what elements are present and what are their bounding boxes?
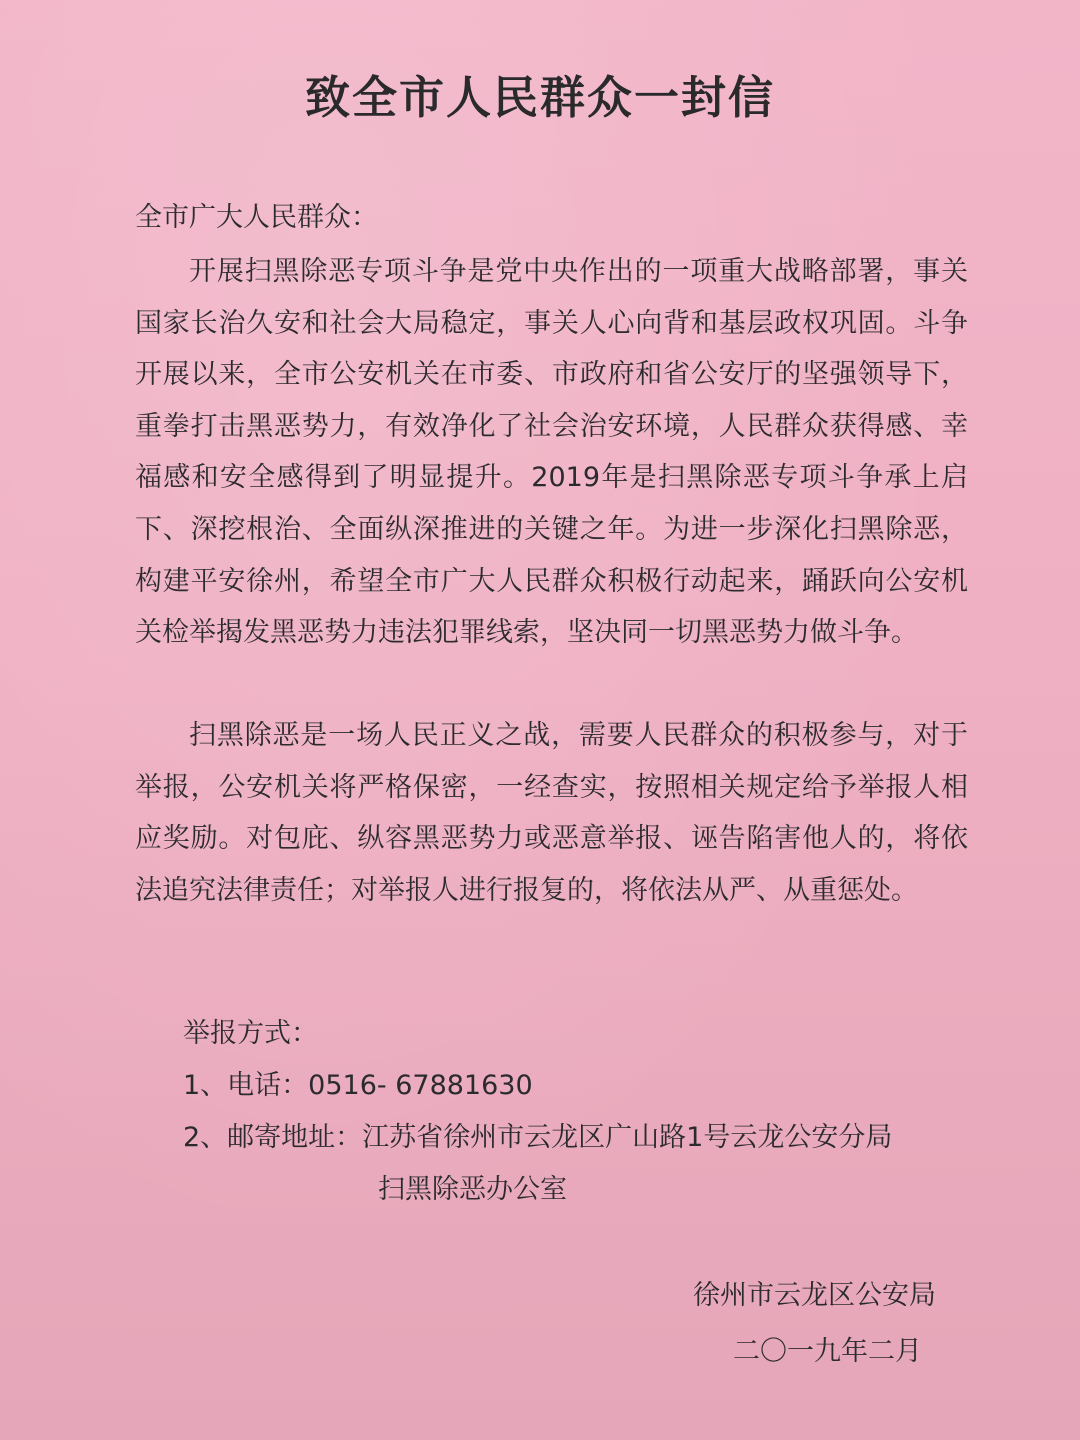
contact-section [183,1008,892,1216]
signature-org: 徐州市云龙区公安局 [693,1280,936,1311]
letter-title: 致全市人民群众一封信 [304,71,775,124]
contact-phone: 1、电话：0516- 67881630 [183,1070,533,1101]
contact-address: 2、邮寄地址：江苏省徐州市云龙区广山路1号云龙公安分局 [183,1122,893,1153]
salutation: 全市广大人民群众： [135,202,378,233]
body-paragraph-1: 开展扫黑除恶专项斗争是党中央作出的一项重大战略部署，事关国家长治久安和社会大局稳定，事关人心向背和基层政权巩固。斗争开展以来，全市公安机关在市委、市政府和省公安厅的坚强领导下，重拳打击黑恶势力，有效净化了社会治安环境，人民群众获得感、幸福感和安全感得到了明显提升。2019年是扫黑除恶专项斗争承上启下、深挖根治、全面纵深推进的关键之年。为进一步深化扫黑除恶，构建平安徐州，希望全市广大人民群众积极行动起来，踊跃向公安机关检举揭发黑恶势力违法犯罪线索，坚决同一切黑恶势力做斗争。 [135,256,968,649]
signature-date: 二〇一九年二月 [733,1336,922,1367]
contact-heading: 举报方式： [183,1018,318,1049]
signature-block [693,1268,936,1380]
contact-address-continued: 扫黑除恶办公室 [378,1174,567,1205]
body-paragraph-2: 扫黑除恶是一场人民正义之战，需要人民群众的积极参与，对于举报，公安机关将严格保密，一经查实，按照相关规定给予举报人相应奖励。对包庇、纵容黑恶势力或恶意举报、诬告陷害他人的，将依法追究法律责任；对举报人进行报复的，将依法从严、从重惩处。 [135,720,968,906]
